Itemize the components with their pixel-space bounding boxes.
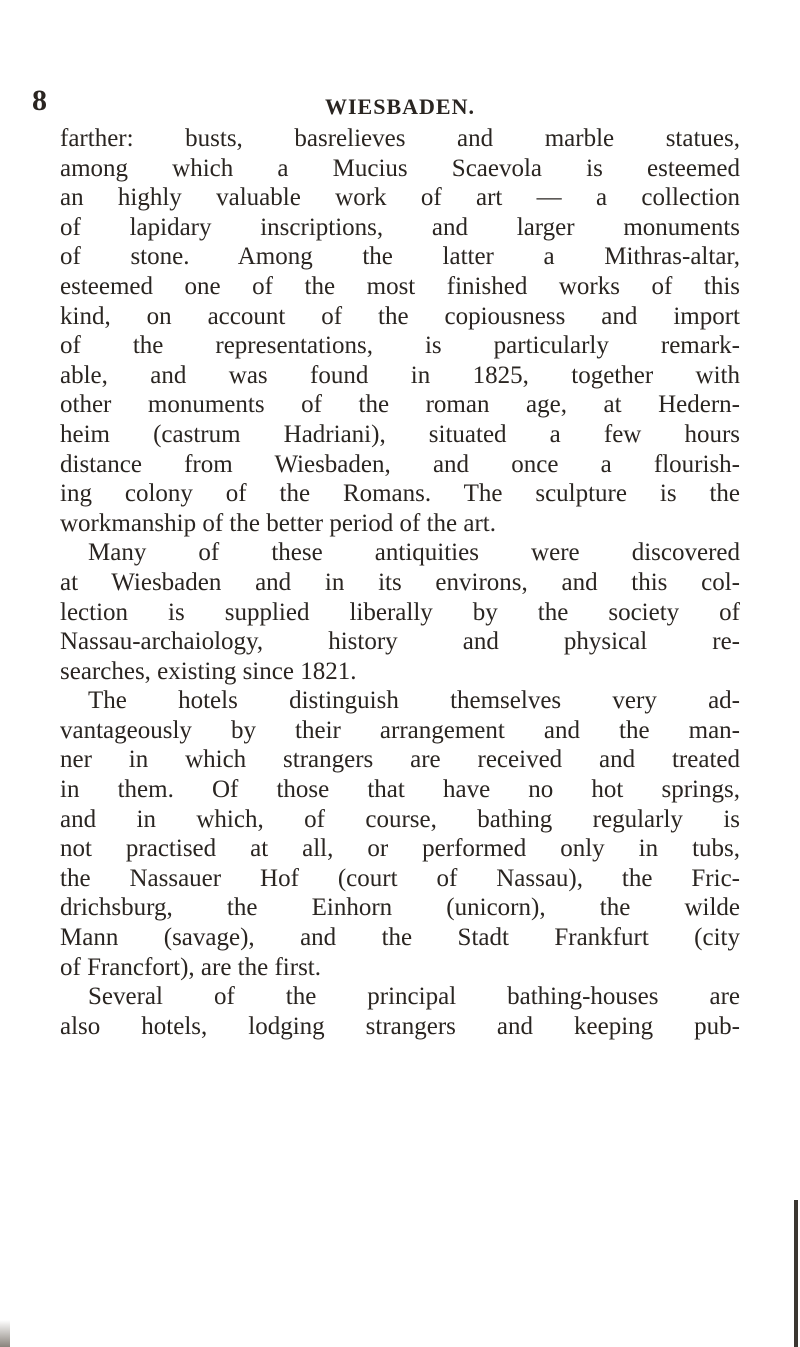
text-line: ing colony of the Romans. The sculpture is the xyxy=(60,480,740,508)
text-line: able, and was found in 1825, together with xyxy=(60,361,740,389)
text-line: Mann (savage), and the Stadt Frankfurt (city xyxy=(60,924,740,952)
text-line: in them. Of those that have no hot springs, xyxy=(60,776,740,804)
text-line: The hotels distinguish themselves very ad- xyxy=(88,687,740,715)
text-line: of Francfort), are the first. xyxy=(60,953,321,981)
text-line: workmanship of the better period of the art. xyxy=(60,509,496,537)
body-text xyxy=(60,124,740,1041)
text-line: Several of the principal bathing-houses are xyxy=(88,983,740,1011)
text-line: of lapidary inscriptions, and larger monuments xyxy=(60,213,740,241)
text-line: and in which, of course, bathing regularly is xyxy=(60,805,740,833)
text-line: ner in which strangers are received and treated xyxy=(60,746,740,774)
page-number: 8 xyxy=(32,84,47,117)
text-line: searches, existing since 1821. xyxy=(60,657,357,685)
text-line: esteemed one of the most finished works of this xyxy=(60,272,740,300)
text-line: an highly valuable work of art — a collection xyxy=(60,184,740,212)
text-line: of stone. Among the latter a Mithras-altar, xyxy=(60,243,740,271)
running-head: WIESBADEN. xyxy=(325,94,475,119)
text-line: farther: busts, basrelieves and marble statues, xyxy=(60,125,740,152)
text-line: other monuments of the roman age, at Hedern- xyxy=(60,391,740,419)
text-line: lection is supplied liberally by the society of xyxy=(60,598,740,626)
text-line: heim (castrum Hadriani), situated a few hours xyxy=(60,420,740,448)
text-line: also hotels, lodging strangers and keeping pub- xyxy=(60,1012,740,1040)
text-line: drichsburg, the Einhorn (unicorn), the wilde xyxy=(60,894,740,922)
text-line: of the representations, is particularly remark- xyxy=(60,332,740,360)
text-line: among which a Mucius Scaevola is esteemed xyxy=(60,154,740,182)
text-line: the Nassauer Hof (court of Nassau), the Fric- xyxy=(60,864,740,892)
text-line: vantageously by their arrangement and the man- xyxy=(60,716,740,744)
page-corner-shadow xyxy=(0,1320,10,1347)
text-line: distance from Wiesbaden, and once a flourish- xyxy=(60,450,740,478)
text-line: at Wiesbaden and in its environs, and this col- xyxy=(60,568,740,596)
text-line: Nassau-archaiology, history and physical re- xyxy=(60,628,740,656)
page-edge-shadow xyxy=(794,1200,798,1347)
text-line: not practised at all, or performed only in tubs, xyxy=(60,835,740,863)
text-line: kind, on account of the copiousness and import xyxy=(60,302,740,330)
text-line: Many of these antiquities were discovered xyxy=(88,539,740,567)
